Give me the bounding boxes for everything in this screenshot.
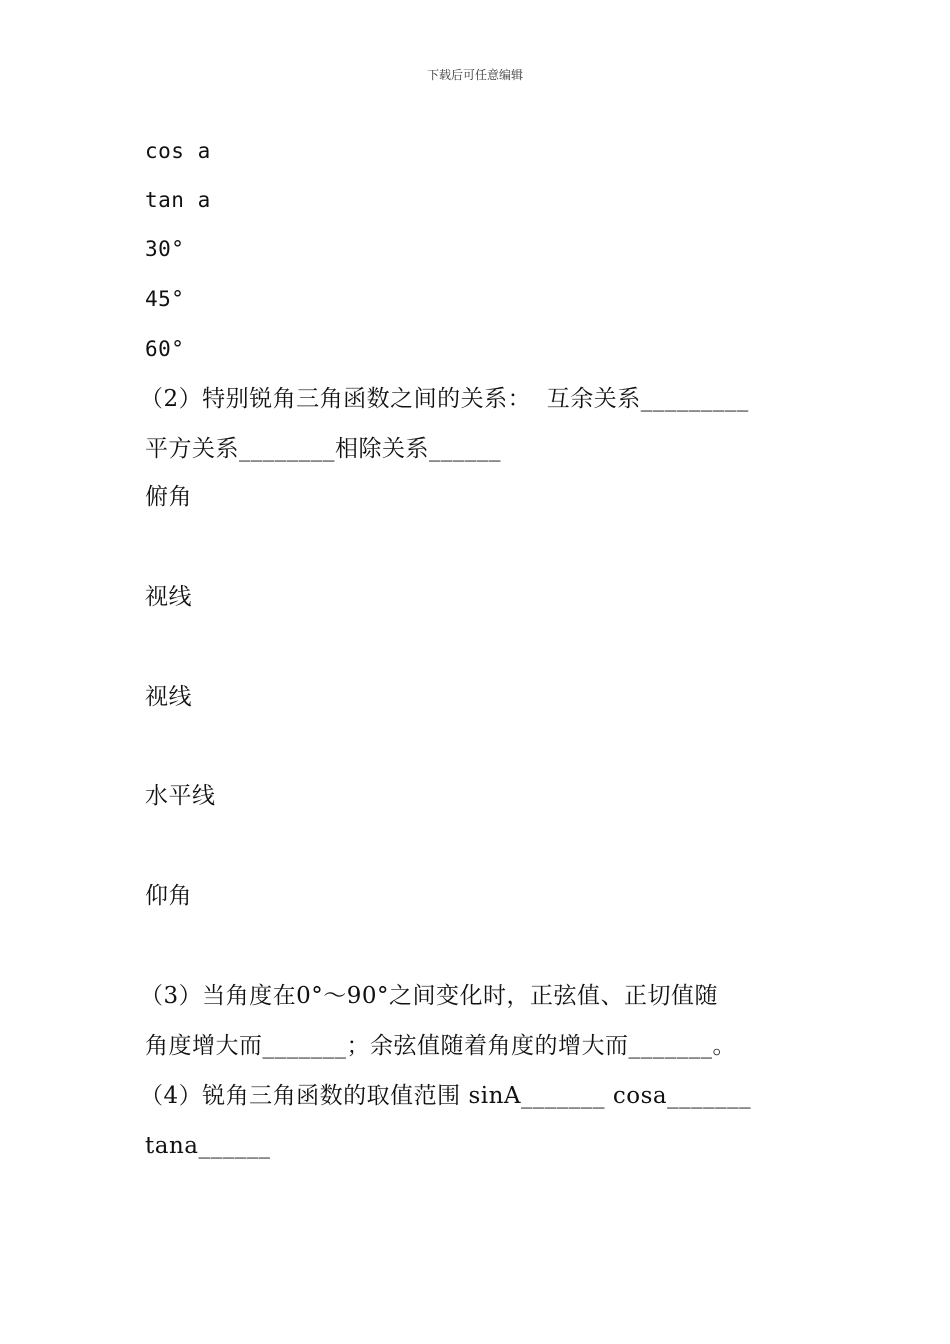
table-row-30-degrees: 30°: [145, 237, 185, 261]
label-horizontal-line: 水平线: [145, 783, 216, 809]
item-4-line-1: （4）锐角三角函数的取值范围 sinA_______ cosa_______: [140, 1083, 752, 1109]
label-line-of-sight-2: 视线: [145, 684, 192, 710]
table-row-45-degrees: 45°: [145, 287, 185, 311]
item-3-line-2: 角度增大而_______；余弦值随着角度的增大而_______。: [145, 1033, 736, 1059]
table-row-tan: tan a: [145, 188, 211, 212]
item-2-line-2: 平方关系________相除关系______: [145, 436, 501, 462]
label-depression-angle: 俯角: [145, 484, 192, 510]
table-row-cos: cos a: [145, 139, 211, 163]
item-4-line-2: tana______: [145, 1133, 271, 1159]
item-2-line-1: （2）特别锐角三角函数之间的关系： 互余关系_________: [140, 386, 749, 412]
item-3-line-1: （3）当角度在0°～90°之间变化时，正弦值、正切值随: [140, 983, 719, 1009]
label-elevation-angle: 仰角: [145, 883, 192, 909]
header-note: 下载后可任意编辑: [426, 68, 523, 82]
table-row-60-degrees: 60°: [145, 337, 185, 361]
label-line-of-sight-1: 视线: [145, 584, 192, 610]
